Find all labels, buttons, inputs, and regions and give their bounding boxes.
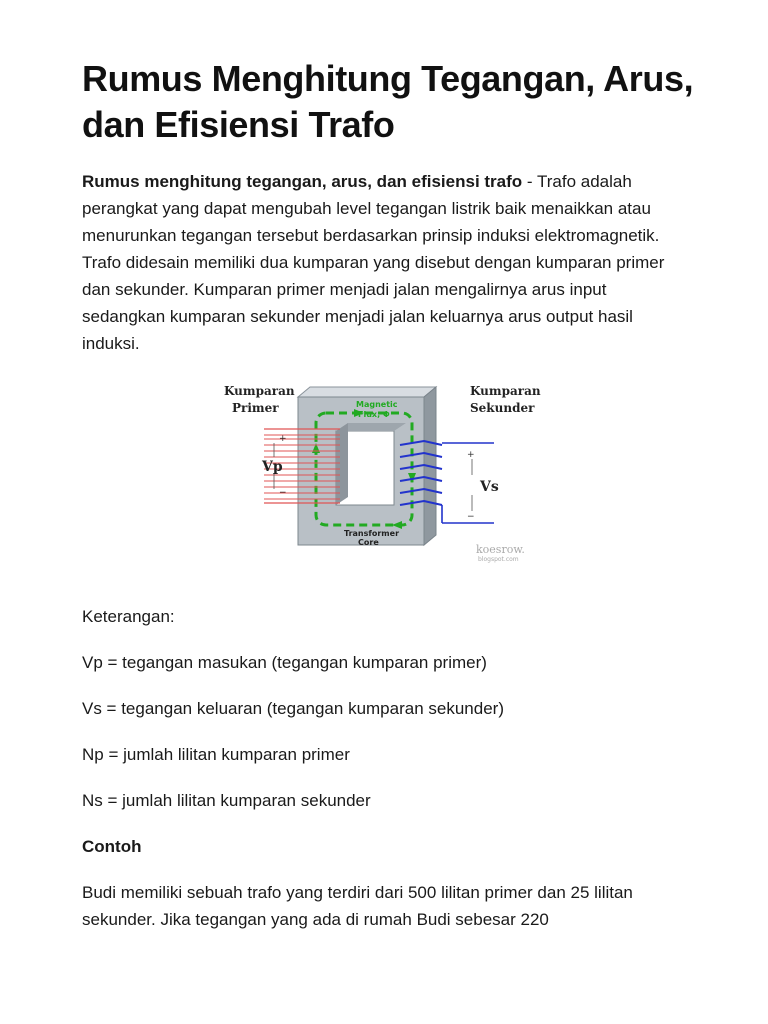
vs-plus: + (467, 450, 475, 460)
definition-vp: Vp = tegangan masukan (tegangan kumparan primer) (82, 653, 487, 672)
intro-text: - Trafo adalah perangkat yang dapat mengubah level tegangan listrik baik menaikkan atau menurunkan tegangan tersebut berdasarkan prinsip induksi elektromagnetik. Trafo didesain memiliki dua kumparan yang disebut dengan kumparan primer dan sekunder. Kumparan primer menjadi jalan mengalirnya arus input sedangkan kumparan sekunder menjadi jalan keluarnya arus output hasil induksi. (82, 172, 665, 353)
transformer-figure (82, 383, 694, 579)
page-title: Rumus Menghitung Tegangan, Arus, dan Efisiensi Trafo (82, 58, 694, 145)
intro-paragraph (82, 168, 694, 357)
contoh-paragraph: Budi memiliki sebuah trafo yang terdiri dari 500 lilitan primer dan 25 lilitan sekunder. Jika tegangan yang ada di rumah Budi sebesar 220 (82, 883, 633, 929)
vp-label: Vp (262, 459, 283, 475)
flux-label-2: Flux, Φ (358, 410, 390, 419)
vp-plus: + (279, 434, 287, 444)
flux-label-1: Magnetic (356, 400, 398, 409)
watermark-1: koesrow. (476, 543, 525, 556)
article (82, 56, 694, 933)
label-secondary-2: Sekunder (470, 401, 535, 415)
definition-np: Np = jumlah lilitan kumparan primer (82, 745, 350, 764)
definition-vs: Vs = tegangan keluaran (tegangan kumparan sekunder) (82, 699, 504, 718)
core-label-1: Transformer (344, 529, 400, 538)
vs-label: Vs (480, 479, 499, 495)
keterangan-label: Keterangan: (82, 607, 175, 626)
vs-minus: − (467, 512, 475, 522)
intro-bold: Rumus menghitung tegangan, arus, dan efisiensi trafo (82, 172, 523, 191)
core-label-2: Core (358, 538, 379, 547)
label-secondary-1: Kumparan (470, 384, 541, 398)
watermark-2: blogspot.com (478, 556, 519, 563)
contoh-heading: Contoh (82, 837, 142, 856)
vp-minus: − (279, 488, 287, 498)
definition-ns: Ns = jumlah lilitan kumparan sekunder (82, 791, 371, 810)
transformer-diagram (224, 383, 554, 579)
label-primary-1: Kumparan (224, 384, 295, 398)
core-top-face (298, 387, 436, 397)
label-primary-2: Primer (232, 401, 279, 415)
